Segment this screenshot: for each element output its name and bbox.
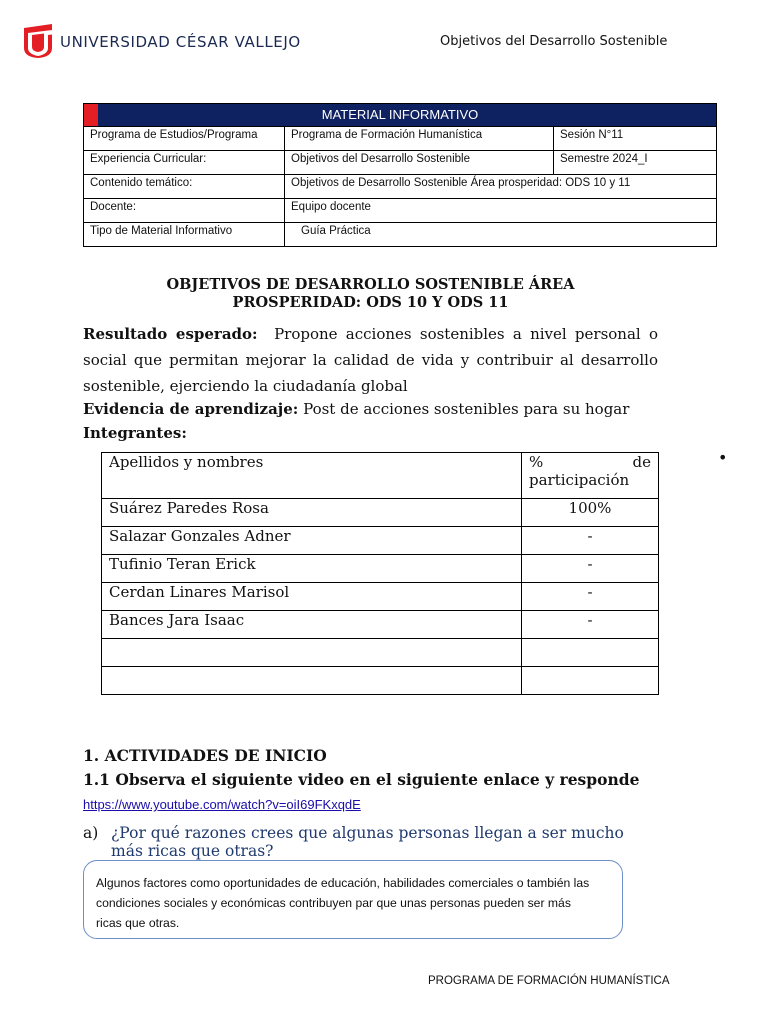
expected-result <box>83 321 658 399</box>
table-row <box>102 667 659 695</box>
header-pct-word: participación <box>529 471 630 489</box>
learning-evidence <box>83 398 683 420</box>
member-name <box>102 667 522 695</box>
university-name: UNIVERSIDAD CÉSAR VALLEJO <box>60 33 301 51</box>
table-row <box>102 611 659 639</box>
answer-text: Algunos factores como oportunidades de educación, habilidades comerciales o también las condiciones sociales y económicas contribuyen par que unas personas pueden ser más ricas que otras. <box>96 876 590 930</box>
bullet-mark: • <box>718 448 728 467</box>
member-pct: - <box>522 555 659 583</box>
info-cell: Contenido temático: <box>84 175 285 199</box>
result-text: Propone acciones sostenibles a nivel personal o social que permitan mejorar la calidad de vida y contribuir al desarrollo sostenible, ejerciendo la ciudadanía global <box>83 325 658 395</box>
question-marker: a) <box>83 824 99 842</box>
member-name: Bances Jara Isaac <box>102 611 522 639</box>
info-cell: Objetivos del Desarrollo Sostenible <box>285 151 554 175</box>
member-name <box>102 639 522 667</box>
member-pct <box>522 667 659 695</box>
member-pct <box>522 639 659 667</box>
info-cell: Docente: <box>84 199 285 223</box>
info-cell: Experiencia Curricular: <box>84 151 285 175</box>
youtube-video-link[interactable]: https://www.youtube.com/watch?v=oiI69FKxqdE <box>83 797 361 812</box>
info-cell: Programa de Estudios/Programa <box>84 127 285 151</box>
info-table-heading <box>84 104 717 127</box>
info-cell: Programa de Formación Humanística <box>285 127 554 151</box>
member-pct: - <box>522 583 659 611</box>
member-pct: 100% <box>522 499 659 527</box>
info-heading-text: MATERIAL INFORMATIVO <box>321 107 479 122</box>
member-pct: - <box>522 611 659 639</box>
heading-accent-bar <box>84 104 98 126</box>
question-line-2: más ricas que otras? <box>111 842 274 860</box>
header-participation <box>522 453 659 499</box>
section-heading-activities: 1. ACTIVIDADES DE INICIO <box>83 746 327 765</box>
info-row <box>84 127 717 151</box>
question-a <box>83 824 658 860</box>
title-line-2: PROSPERIDAD: ODS 10 Y ODS 11 <box>232 294 509 311</box>
title-line-1: OBJETIVOS DE DESARROLLO SOSTENIBLE ÁREA <box>166 276 575 293</box>
header-pct-de: de <box>632 453 651 471</box>
info-cell: Sesión N°11 <box>554 127 717 151</box>
ucv-emblem-icon <box>22 24 54 58</box>
table-row <box>102 583 659 611</box>
question-line-1: ¿Por qué razones crees que algunas personas llegan a ser mucho <box>111 824 624 842</box>
document-title <box>83 276 658 312</box>
members-header-row <box>102 453 659 499</box>
info-row <box>84 175 717 199</box>
page-footer: PROGRAMA DE FORMACIÓN HUMANÍSTICA <box>428 975 670 987</box>
member-name: Tufinio Teran Erick <box>102 555 522 583</box>
result-label: Resultado esperado: <box>83 325 258 343</box>
info-cell: Tipo de Material Informativo <box>84 223 285 247</box>
table-row <box>102 527 659 555</box>
info-cell: Semestre 2024_I <box>554 151 717 175</box>
members-table <box>101 452 659 695</box>
table-row <box>102 639 659 667</box>
member-pct: - <box>522 527 659 555</box>
table-row <box>102 555 659 583</box>
member-name: Suárez Paredes Rosa <box>102 499 522 527</box>
header-pct-symbol: % <box>529 453 544 471</box>
info-row <box>84 199 717 223</box>
info-row <box>84 151 717 175</box>
material-info-table <box>83 103 717 247</box>
header-name: Apellidos y nombres <box>102 453 522 499</box>
table-row <box>102 499 659 527</box>
info-row <box>84 223 717 247</box>
header-title: Objetivos del Desarrollo Sostenible <box>440 34 668 49</box>
info-cell: Objetivos de Desarrollo Sostenible Área prosperidad: ODS 10 y 11 <box>285 175 717 199</box>
members-label: Integrantes: <box>83 424 187 442</box>
member-name: Salazar Gonzales Adner <box>102 527 522 555</box>
info-cell: Guía Práctica <box>285 223 717 247</box>
evidence-label: Evidencia de aprendizaje: <box>83 400 299 418</box>
member-name: Cerdan Linares Marisol <box>102 583 522 611</box>
evidence-text: Post de acciones sostenibles para su hogar <box>303 400 630 418</box>
subsection-heading-video: 1.1 Observa el siguiente video en el siguiente enlace y responde <box>83 770 640 789</box>
info-cell: Equipo docente <box>285 199 717 223</box>
